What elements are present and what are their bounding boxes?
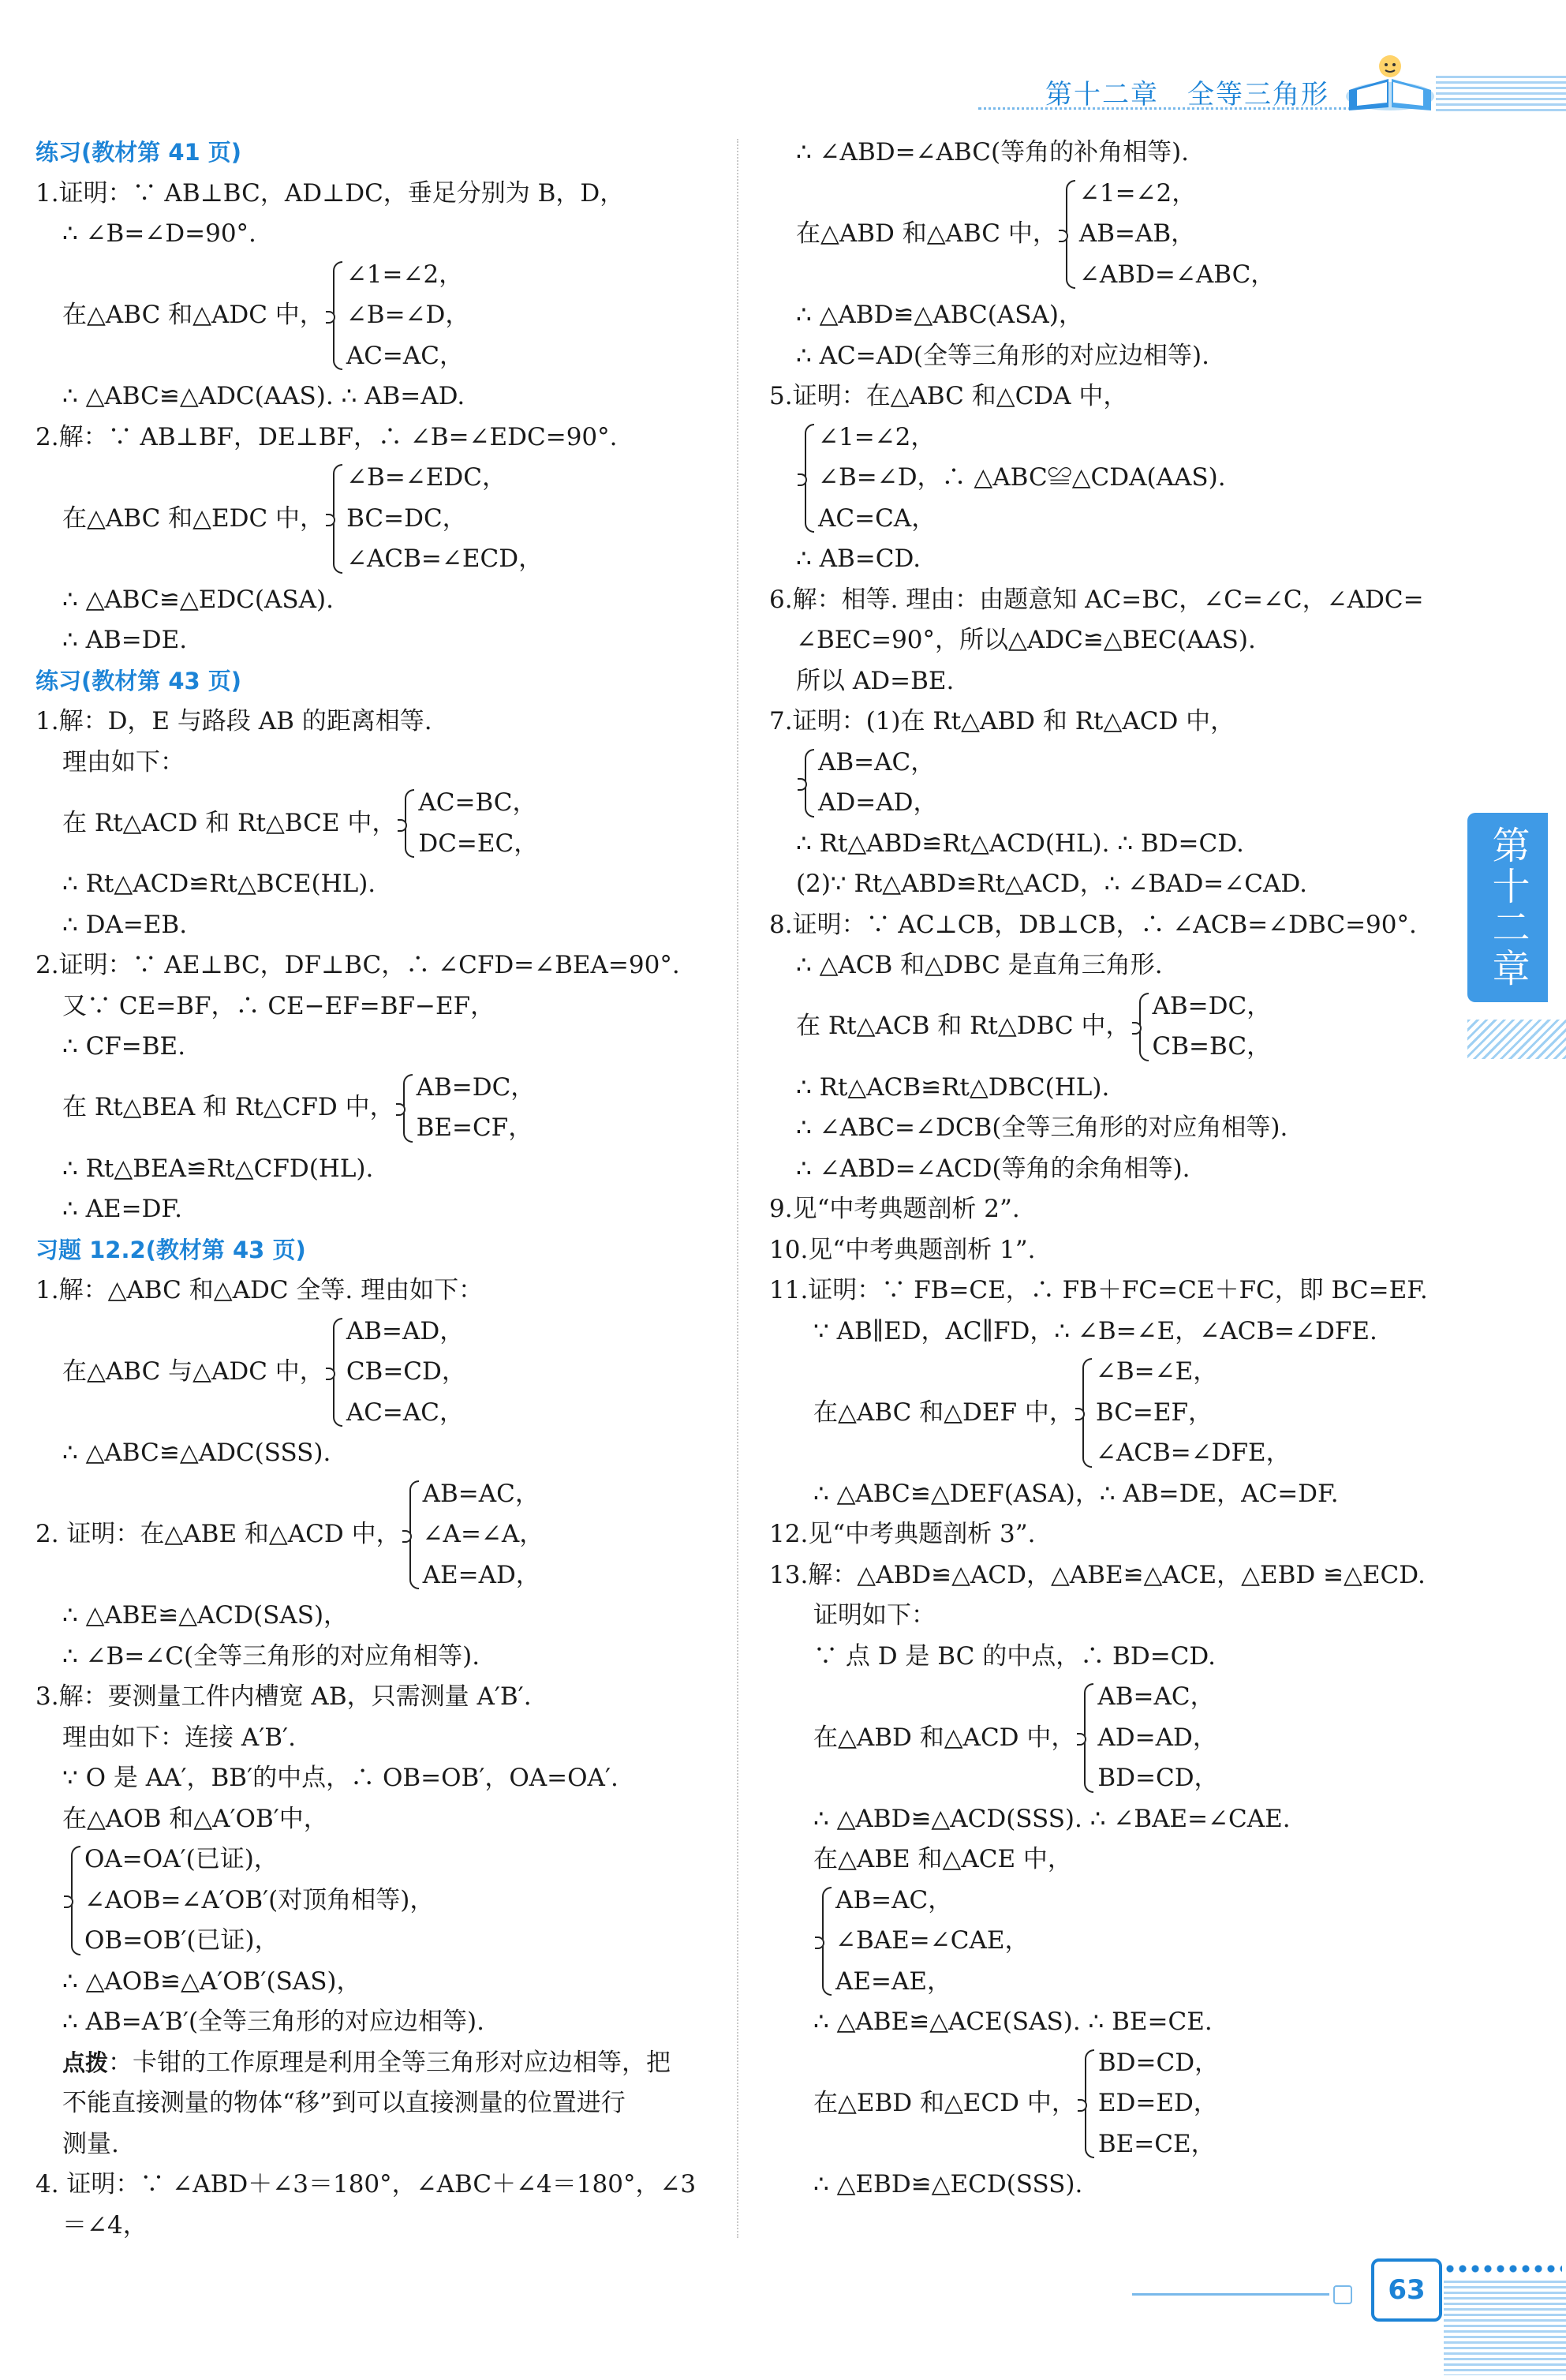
equation-system [36, 1474, 722, 1596]
system-row: AC=BC， [418, 788, 537, 817]
chapter-header-title: 第十二章 全等三角形 [1045, 79, 1329, 110]
system-prefix: 在△ABC 与△ADC 中， [62, 1357, 324, 1386]
answer-line: 1.解：D，E 与路段 AB 的距离相等. [36, 707, 432, 735]
system-row: CB=BC， [1152, 1032, 1272, 1061]
section-heading: 习题 12.2(教材第 43 页) [36, 1236, 306, 1263]
system-row: AB=AC， [422, 1479, 540, 1508]
right-column [769, 133, 1456, 2206]
brace-icon [326, 261, 342, 371]
system-row: ∠A=∠A， [422, 1520, 544, 1548]
system-row: ∠1=∠2， [346, 260, 464, 289]
system-prefix: 在△ABC 和△EDC 中， [62, 503, 325, 533]
book-mascot-icon [1341, 49, 1439, 115]
answer-line: ∴ Rt△BEA≌Rt△CFD(HL). [62, 1154, 374, 1183]
answer-line: ∴ ∠B=∠D=90°. [62, 219, 256, 248]
equation-system [769, 417, 1456, 540]
system-row: ∠B=∠E， [1095, 1357, 1218, 1386]
answer-line: 3.解：要测量工件内槽宽 AB，只需测量 A′B′. [36, 1682, 532, 1711]
answer-line: ∴ ∠ABC=∠DCB(全等三角形的对应角相等). [796, 1113, 1288, 1142]
system-row: AC=CA， [818, 503, 936, 533]
system-prefix: 在△ABD 和△ACD 中， [813, 1723, 1076, 1752]
answer-line: 证明如下： [813, 1601, 936, 1630]
brace-icon [1132, 993, 1148, 1061]
brace-icon [1059, 180, 1075, 290]
column-divider [737, 139, 738, 2238]
answer-line: ∴ △EBD≌△ECD(SSS). [813, 2170, 1083, 2199]
brace-icon [396, 1074, 412, 1143]
answer-line: 2.解：∵ AB⊥BF，DE⊥BF，∴ ∠B=∠EDC=90°. [36, 422, 618, 451]
equation-system [769, 986, 1456, 1068]
brace-icon [1077, 1683, 1093, 1793]
equation-system [769, 174, 1456, 296]
answer-line: ∴ △ACB 和△DBC 是直角三角形. [796, 951, 1163, 979]
answer-line: 1.证明：∵ AB⊥BC，AD⊥DC，垂足分别为 B，D， [36, 178, 625, 208]
answer-line: 4. 证明：∵ ∠ABD＋∠3＝180°，∠ABC＋∠4＝180°，∠3 [36, 2170, 697, 2199]
system-row: ∠B=∠EDC， [346, 463, 506, 492]
brace-icon [402, 1480, 418, 1590]
section-heading: 练习(教材第 41 页) [36, 139, 242, 166]
answer-line: ∴ △ABC≌△ADC(AAS). ∴ AB=AD. [62, 382, 465, 410]
system-row: AC=AC， [346, 1398, 464, 1427]
answer-line: 2.证明：∵ AE⊥BC，DF⊥BC，∴ ∠CFD=∠BEA=90°. [36, 951, 680, 979]
answer-line: ∴ ∠ABD=∠ABC(等角的补角相等). [796, 138, 1190, 167]
answer-line: 所以 AD=BE. [796, 666, 955, 695]
system-row: OA=OA′(已证)， [84, 1845, 278, 1873]
answer-line: ∵ O 是 AA′，BB′的中点，∴ OB=OB′，OA=OA′. [62, 1764, 619, 1792]
answer-line: ∴ Rt△ABD≌Rt△ACD(HL). ∴ BD=CD. [796, 829, 1244, 858]
system-row: AD=AD， [818, 788, 938, 817]
answer-line: ∵ 点 D 是 BC 的中点，∴ BD=CD. [813, 1641, 1216, 1671]
answer-line: ∴ △ABE≌△ACE(SAS). ∴ BE=CE. [813, 2008, 1213, 2036]
answer-line: ∴ △ABE≌△ACD(SAS)， [62, 1601, 349, 1630]
brace-icon [398, 789, 413, 858]
equation-system [36, 1068, 722, 1149]
tip-line: 测量. [62, 2129, 119, 2158]
answer-line: ∴ CF=BE. [62, 1032, 186, 1061]
answer-line: 10.见“中考典题剖析 1”. [769, 1235, 1036, 1264]
system-prefix: 2. 证明：在△ABE 和△ACD 中， [36, 1520, 401, 1548]
system-row: AC=AC， [346, 341, 464, 370]
tip-line: 不能直接测量的物体“移”到可以直接测量的位置进行 [62, 2089, 626, 2117]
brace-icon [798, 424, 813, 533]
system-row: AE=AE， [835, 1966, 952, 1996]
equation-system [36, 1839, 722, 1962]
system-prefix: 在 Rt△BEA 和 Rt△CFD 中， [62, 1093, 394, 1122]
footer-dots [1444, 2263, 1562, 2274]
answer-line: ∴ ∠B=∠C(全等三角形的对应角相等). [62, 1641, 480, 1671]
section-heading: 练习(教材第 43 页) [36, 667, 242, 694]
answer-line: 8.证明：∵ AC⊥CB，DB⊥CB，∴ ∠ACB=∠DBC=90°. [769, 910, 1417, 939]
answer-line: (2)∵ Rt△ABD≌Rt△ACD，∴ ∠BAD=∠CAD. [796, 870, 1307, 898]
answer-line: 又∵ CE=BF，∴ CE−EF=BF−EF， [62, 991, 495, 1020]
header-dotted-rule [978, 107, 1357, 110]
system-row: BC=EF， [1095, 1398, 1213, 1427]
system-prefix: 在△ABD 和△ABC 中， [796, 219, 1057, 248]
equation-system [769, 1677, 1456, 1799]
system-row: ∠B=∠D， [346, 301, 470, 329]
system-row: AB=AB， [1078, 219, 1196, 248]
equation-system [36, 458, 722, 580]
brace-icon [1075, 1358, 1091, 1468]
brace-icon [326, 1318, 342, 1428]
system-row: AB=AD， [346, 1316, 465, 1345]
equation-system [769, 1880, 1456, 2003]
system-row: AB=AC， [818, 747, 936, 776]
system-row: ∠ABD=∠ABC， [1078, 260, 1276, 289]
system-row: AB=AC， [1097, 1682, 1215, 1711]
equation-system [769, 1352, 1456, 1474]
answer-line: ∴ △ABC≌△ADC(SSS). [62, 1439, 331, 1467]
equation-system [36, 1312, 722, 1434]
answer-line: ∴ AB=A′B′(全等三角形的对应边相等). [62, 2008, 485, 2036]
system-row: AD=AD， [1097, 1723, 1217, 1752]
tip-text: ：卡钳的工作原理是利用全等三角形对应边相等，把 [108, 2048, 671, 2077]
answer-line: 13.解：△ABD≌△ACD，△ABE≌△ACE，△EBD ≌△ECD. [769, 1560, 1426, 1589]
answer-line: 9.见“中考典题剖析 2”. [769, 1195, 1020, 1223]
system-prefix: 在△EBD 和△ECD 中， [813, 2089, 1076, 2117]
chapter-side-tab [1467, 813, 1548, 1002]
system-row: ED=ED， [1097, 2089, 1218, 2117]
equation-system [36, 783, 722, 864]
system-prefix: 在△ABC 和△DEF 中， [813, 1398, 1074, 1427]
system-row: CB=CD， [346, 1357, 466, 1386]
answer-line: ∴ Rt△ACB≌Rt△DBC(HL). [796, 1072, 1110, 1102]
answer-line: 7.证明：(1)在 Rt△ABD 和 Rt△ACD 中， [769, 707, 1235, 735]
answer-line: 在△ABE 和△ACE 中， [813, 1845, 1072, 1873]
system-prefix: 在△ABC 和△ADC 中， [62, 301, 324, 329]
system-row: BE=CF， [416, 1113, 533, 1142]
answer-line: 1.解：△ABC 和△ADC 全等. 理由如下： [36, 1276, 484, 1304]
brace-icon [326, 464, 342, 574]
system-row: ∠1=∠2， [818, 422, 936, 451]
system-row: ∠AOB=∠A′OB′(对顶角相等)， [84, 1885, 435, 1914]
system-row: BD=CD， [1097, 2048, 1220, 2077]
answer-line: ∴ ∠ABD=∠ACD(等角的余角相等). [796, 1154, 1190, 1183]
system-row: DC=EC， [418, 829, 539, 858]
answer-line: ∴ DA=EB. [62, 910, 188, 939]
answer-line: 6.解：相等. 理由：由题意知 AC=BC，∠C=∠C，∠ADC= [769, 585, 1424, 614]
answer-line: ∴ △ABD≌△ABC(ASA)， [796, 301, 1083, 329]
system-prefix: 在 Rt△ACD 和 Rt△BCE 中， [62, 808, 397, 837]
system-row: OB=OB′(已证)， [84, 1926, 279, 1955]
equation-system [769, 2043, 1456, 2165]
answer-line: 理由如下：连接 A′B′. [62, 1723, 296, 1752]
system-row: ∠ACB=∠ECD， [346, 544, 544, 573]
system-row: BD=CD， [1097, 1764, 1219, 1792]
answer-line: ∠BEC=90°，所以△ADC≌△BEC(AAS). [796, 626, 1256, 654]
answer-line: 5.证明：在△ABC 和△CDA 中， [769, 382, 1128, 410]
answer-line: ∴ AB=CD. [796, 544, 921, 573]
system-row: ∠BAE=∠CAE， [835, 1926, 1030, 1955]
system-row: ∠ACB=∠DFE， [1095, 1439, 1291, 1467]
answer-line: ∴ AB=DE. [62, 626, 188, 654]
header-stripes [1436, 76, 1566, 112]
answer-line: ∴ AE=DF. [62, 1195, 182, 1223]
system-row: ∠1=∠2， [1078, 178, 1197, 208]
tip-label: 点拨 [62, 2049, 109, 2076]
system-row: AB=DC， [1152, 991, 1272, 1020]
answer-line: ∴ Rt△ACD≌Rt△BCE(HL). [62, 870, 376, 898]
footer-square-icon [1333, 2285, 1352, 2304]
tip-line [36, 2043, 722, 2084]
system-prefix: 在 Rt△ACB 和 Rt△DBC 中， [796, 1012, 1131, 1041]
brace-icon [64, 1846, 80, 1955]
answer-line: 12.见“中考典题剖析 3”. [769, 1520, 1036, 1548]
equation-system [769, 743, 1456, 824]
answer-line: ＝∠4， [62, 2210, 148, 2240]
brace-icon [1078, 2049, 1093, 2159]
system-row: ∠B=∠D，∴ △ABC≌△CDA(AAS). [818, 463, 1226, 492]
page-number: 63 [1371, 2258, 1442, 2322]
answer-line: ∴ △ABC≌△EDC(ASA). [62, 585, 334, 614]
footer-rule [1132, 2293, 1329, 2296]
system-row: AE=AD， [422, 1560, 540, 1589]
footer-stripes [1444, 2281, 1566, 2375]
system-row: BE=CE， [1097, 2129, 1216, 2158]
system-row: AB=DC， [416, 1072, 536, 1102]
brace-icon [815, 1887, 831, 1996]
answer-line: 在△AOB 和△A′OB′中， [62, 1804, 328, 1833]
left-column [36, 133, 722, 2246]
answer-line: ∴ △ABD≌△ACD(SSS). ∴ ∠BAE=∠CAE. [813, 1804, 1291, 1833]
brace-icon [798, 749, 813, 818]
side-tab-label: 第十二章 [1486, 825, 1530, 990]
equation-system [36, 255, 722, 377]
system-row: BC=DC， [346, 503, 467, 533]
answer-line: ∴ △ABC≌△DEF(ASA)，∴ AB=DE，AC=DF. [813, 1479, 1339, 1508]
system-row: AB=AC， [835, 1885, 953, 1914]
answer-line: 理由如下： [62, 747, 185, 776]
side-tab-hatch [1467, 1020, 1566, 1059]
answer-line: ∴ AC=AD(全等三角形的对应边相等). [796, 341, 1209, 370]
answer-line: ∴ △AOB≌△A′OB′(SAS)， [62, 1966, 361, 1996]
answer-line: 11.证明：∵ FB=CE，∴ FB＋FC=CE＋FC，即 BC=EF. [769, 1276, 1428, 1304]
answer-line: ∵ AB∥ED，AC∥FD，∴ ∠B=∠E，∠ACB=∠DFE. [813, 1316, 1377, 1345]
